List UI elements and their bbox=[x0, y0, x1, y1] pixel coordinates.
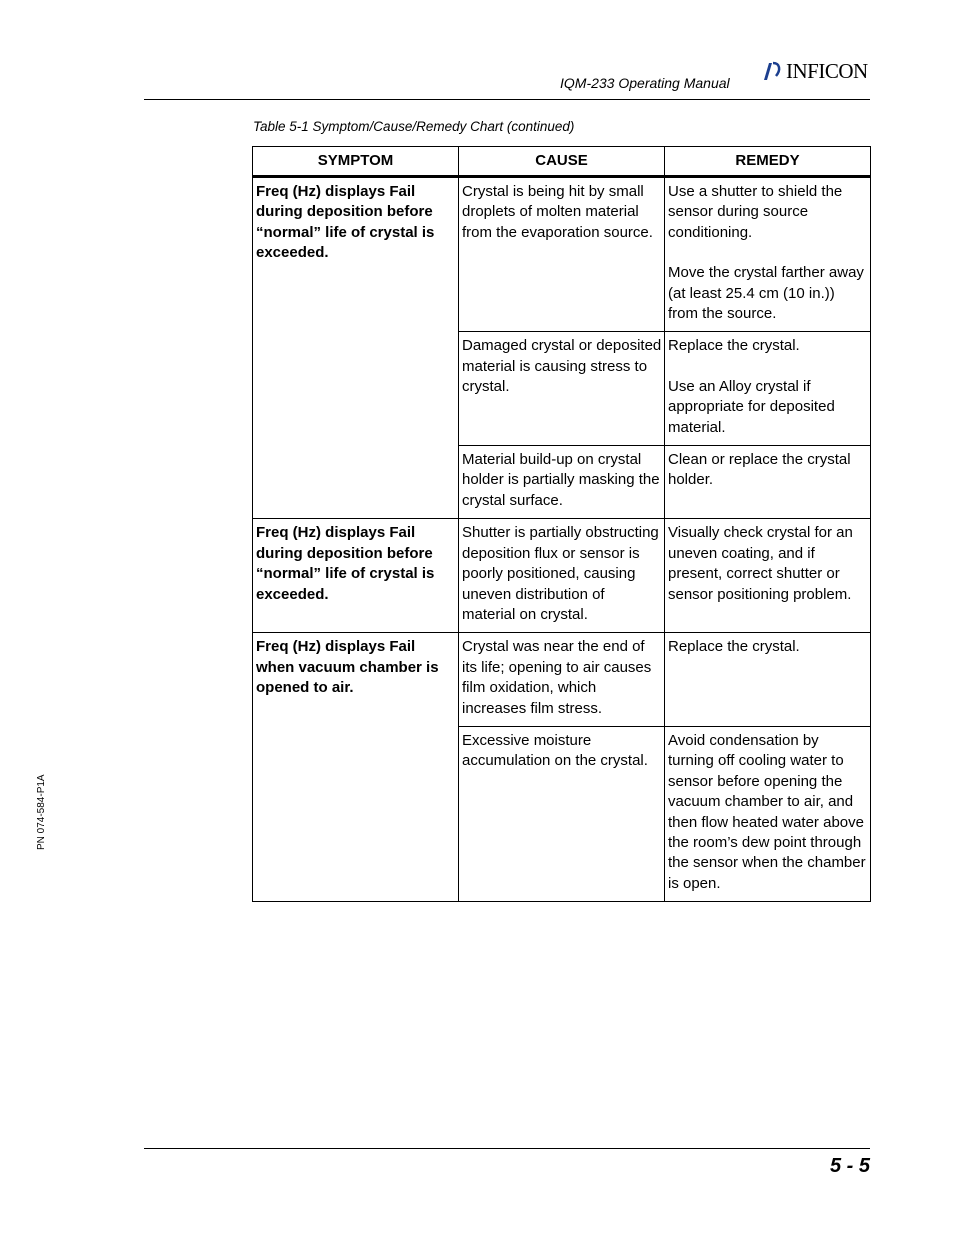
cause-cell: Crystal was near the end of its life; opening to air causes film oxidation, which increases film stress. bbox=[459, 633, 665, 727]
logo-wordmark: INFICON bbox=[786, 58, 868, 83]
footer-divider bbox=[144, 1148, 870, 1149]
remedy-text: Use a shutter to shield the sensor during source conditioning. bbox=[668, 183, 843, 241]
cause-cell: Damaged crystal or deposited material is causing stress to crystal. bbox=[459, 332, 665, 446]
remedy-text: Avoid condensation by turning off cooling water to sensor before opening the vacuum chamber to air, and then flow heated water above the room’s dew point through the sensor when the chamber is open. bbox=[668, 731, 866, 892]
part-number: PN 074-584-P1A bbox=[36, 774, 47, 850]
cause-cell: Crystal is being hit by small droplets of molten material from the evaporation source. bbox=[459, 177, 665, 332]
symptom-cause-remedy-table bbox=[252, 146, 871, 902]
remedy-cell bbox=[665, 633, 871, 727]
cause-cell: Material build-up on crystal holder is partially masking the crystal surface. bbox=[459, 446, 665, 519]
symptom-cell: Freq (Hz) displays Fail when vacuum chamber is opened to air. bbox=[253, 633, 459, 902]
remedy-cell bbox=[665, 332, 871, 446]
header-cause: CAUSE bbox=[459, 147, 665, 177]
cause-cell: Shutter is partially obstructing deposition flux or sensor is poorly positioned, causing uneven distribution of material on crystal. bbox=[459, 519, 665, 633]
symptom-cell: Freq (Hz) displays Fail during deposition before “normal” life of crystal is exceeded. bbox=[253, 519, 459, 633]
header-remedy: REMEDY bbox=[665, 147, 871, 177]
table-row bbox=[253, 177, 871, 332]
manual-title: IQM-233 Operating Manual bbox=[560, 75, 730, 91]
inficon-logo-mark-icon bbox=[760, 60, 782, 82]
remedy-text: Clean or replace the crystal holder. bbox=[668, 451, 851, 489]
remedy-text: Replace the crystal. bbox=[668, 337, 800, 355]
inficon-logo bbox=[760, 58, 868, 84]
remedy-cell bbox=[665, 446, 871, 519]
remedy-text: Replace the crystal. bbox=[668, 638, 800, 656]
remedy-cell bbox=[665, 519, 871, 633]
remedy-text: Move the crystal farther away (at least 25.4 cm (10 in.)) from the source. bbox=[668, 264, 864, 323]
remedy-cell bbox=[665, 726, 871, 901]
table-header-row bbox=[253, 147, 871, 177]
header-divider bbox=[144, 99, 870, 100]
table-row bbox=[253, 633, 871, 727]
page-number: 5 - 5 bbox=[829, 1155, 870, 1177]
table-row bbox=[253, 519, 871, 633]
remedy-text: Visually check crystal for an uneven coating, and if present, correct shutter or sensor positioning problem. bbox=[668, 524, 853, 603]
remedy-cell bbox=[665, 177, 871, 332]
table-caption: Table 5-1 Symptom/Cause/Remedy Chart (continued) bbox=[253, 119, 575, 134]
remedy-text: Use an Alloy crystal if appropriate for deposited material. bbox=[668, 377, 835, 436]
header-symptom: SYMPTOM bbox=[253, 147, 459, 177]
cause-cell: Excessive moisture accumulation on the crystal. bbox=[459, 726, 665, 901]
symptom-cell: Freq (Hz) displays Fail during deposition before “normal” life of crystal is exceeded. bbox=[253, 177, 459, 519]
